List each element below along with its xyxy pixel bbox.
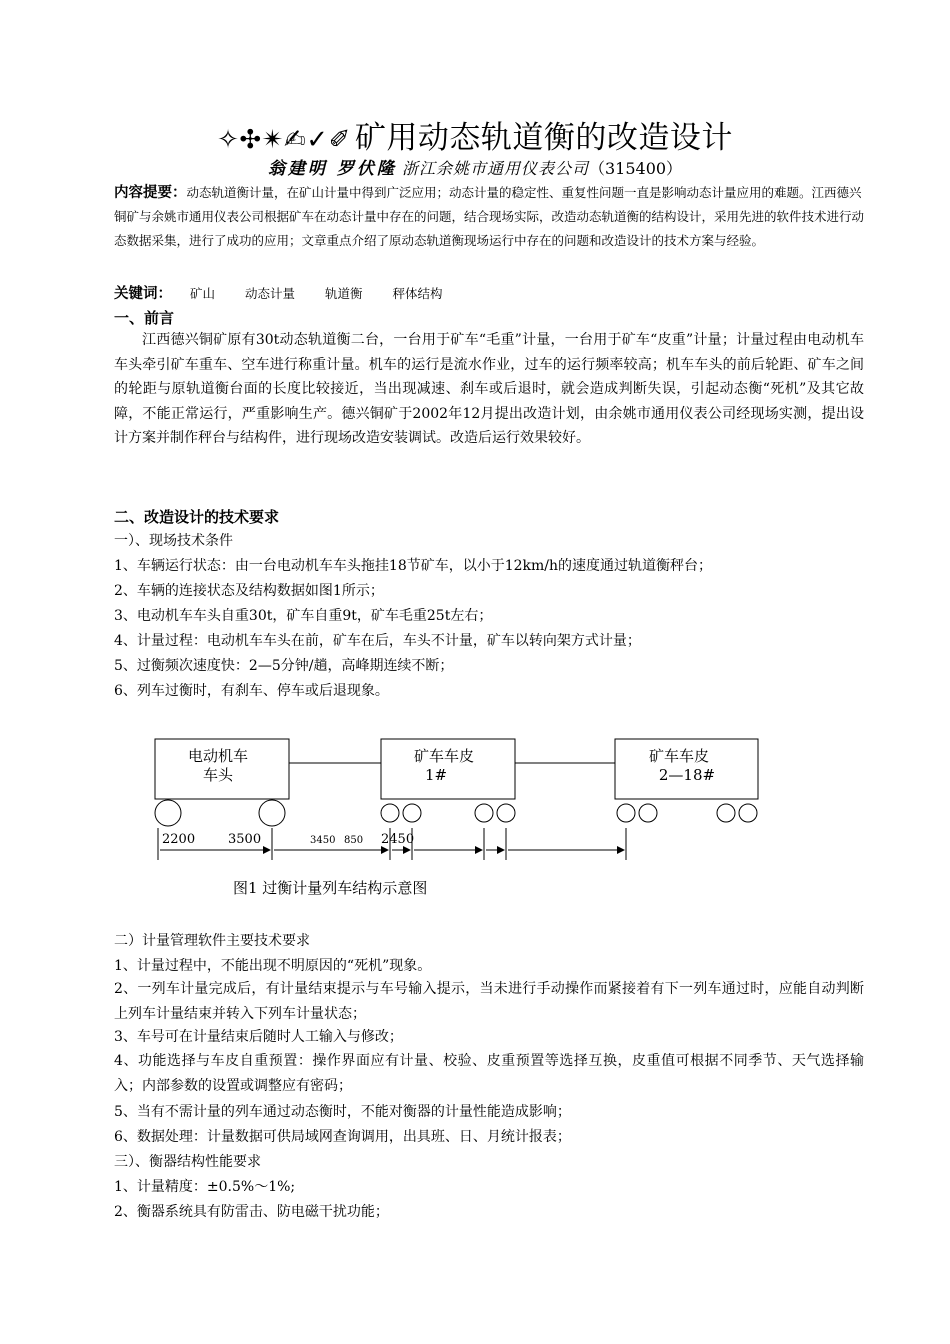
list-item: 1、计量过程中，不能出现不明原因的“死机”现象。 bbox=[114, 958, 432, 974]
list-item: 2、一列车计量完成后，有计量结束提示与车号输入提示，当未进行手动操作而紧接着有下一列车通过时，应能自动判断上列车计量结束并转入下列车计量状态； bbox=[114, 981, 864, 1022]
locomotive-label-line2: 车头 bbox=[202, 766, 234, 784]
title-text: 矿用动态轨道衡的改造设计 bbox=[354, 120, 733, 156]
dimension-label: 3500 bbox=[228, 832, 262, 847]
wheel bbox=[155, 800, 181, 826]
locomotive-label-line1: 电动机车 bbox=[187, 747, 249, 765]
wheel bbox=[381, 804, 399, 822]
author-line bbox=[0, 154, 950, 179]
keyword: 轨道衡 bbox=[324, 286, 363, 301]
train-structure-diagram bbox=[114, 728, 814, 868]
list-item: 1、车辆运行状态：由一台电动机车车头拖挂18节矿车，以小于12km/h的速度通过轨道衡秤台； bbox=[114, 558, 713, 574]
abstract-label: 内容提要： bbox=[114, 185, 187, 201]
section-heading-2: 二、改造设计的技术要求 bbox=[114, 508, 280, 526]
subsection-1-heading: 一）、现场技术条件 bbox=[114, 533, 233, 549]
wheel bbox=[639, 804, 657, 822]
list-item: 2、车辆的连接状态及结构数据如图1所示； bbox=[114, 583, 384, 599]
list-item: 4、功能选择与车皮自重预置：操作界面应有计量、校验、皮重预置等选择互换，皮重值可根据不同季节、天气选择输入；内部参数的设置或调整应有密码； bbox=[114, 1053, 864, 1094]
keywords-label: 关键词： bbox=[114, 286, 172, 302]
mine-car-2-label-line1: 矿车车皮 bbox=[648, 747, 710, 765]
section-heading-1: 一、前言 bbox=[114, 309, 175, 327]
abstract bbox=[114, 181, 864, 253]
abstract-text: 动态轨道衡计量，在矿山计量中得到广泛应用；动态计量的稳定性、重复性问题一直是影响动态计量应用的难题。江西德兴铜矿与余姚市通用仪表公司根据矿车在动态计量中存在的问题，结合现场实际，改造动态轨道衡的结构设计，采用先进的软件技术进行动态数据采集，进行了成功的应用；文章重点介绍了原动态轨道衡现场运行中存在的问题和改造设计的技术方案与经验。 bbox=[114, 185, 865, 248]
keywords bbox=[114, 282, 864, 306]
list-item: 5、当有不需计量的列车通过动态衡时，不能对衡器的计量性能造成影响； bbox=[114, 1104, 571, 1120]
wheel bbox=[617, 804, 635, 822]
author-names: 翁建明 罗伏隆 bbox=[267, 159, 397, 179]
mine-car-2-label-line2: 2—18# bbox=[658, 766, 716, 784]
dimension-label: 3450 bbox=[310, 835, 336, 846]
wheel bbox=[717, 804, 735, 822]
wheel bbox=[259, 800, 285, 826]
keyword: 动态计量 bbox=[244, 286, 295, 301]
dimension-label: 850 bbox=[344, 835, 364, 846]
mine-car-1-label-line2: 1# bbox=[424, 766, 448, 784]
figure-caption: 图1 过衡计量列车结构示意图 bbox=[233, 879, 428, 897]
list-item: 3、电动机车车头自重30t，矿车自重9t，矿车毛重25t左右； bbox=[114, 608, 493, 624]
mine-car-1-label-line1: 矿车车皮 bbox=[413, 747, 475, 765]
title-decoration-symbols: ✧✣✴✍✓✐ bbox=[217, 125, 351, 155]
keyword: 矿山 bbox=[189, 286, 215, 301]
wheel bbox=[403, 804, 421, 822]
list-item: 6、数据处理：计量数据可供局域网查询调用，出具班、日、月统计报表； bbox=[114, 1129, 571, 1145]
author-postcode: （315400） bbox=[588, 159, 683, 178]
wheel bbox=[739, 804, 757, 822]
list-item: 1、计量精度：±0.5%～1%; bbox=[114, 1179, 296, 1195]
document-title bbox=[0, 112, 950, 157]
subsection-2-heading: 二）计量管理软件主要技术要求 bbox=[114, 933, 310, 949]
dimension-label: 2200 bbox=[162, 832, 196, 847]
section-1-paragraph: 江西德兴铜矿原有30t动态轨道衡二台，一台用于矿车“毛重”计量，一台用于矿车“皮重”计量；计量过程由电动机车车头牵引矿车重车、空车进行称重计量。机车的运行是流水作业，过车的运行频率较高；机车车头的前后轮距、矿车之间的轮距与原轨道衡台面的长度比较接近，当出现减速、刹车或后退时，就会造成判断失误，引起动态衡“死机”及其它故障，不能正常运行，严重影响生产。德兴铜矿于2002年12月提出改造计划，由余姚市通用仪表公司经现场实测，提出设计方案并制作秤台与结构件，进行现场改造安装调试。改造后运行效果较好。 bbox=[114, 332, 864, 446]
list-item: 2、衡器系统具有防雷击、防电磁干扰功能； bbox=[114, 1204, 389, 1220]
wheel bbox=[475, 804, 493, 822]
list-item: 5、过衡频次速度快：2—5分钟/趟，高峰期连续不断； bbox=[114, 658, 454, 674]
dimension-label: 2450 bbox=[381, 832, 415, 847]
wheel bbox=[497, 804, 515, 822]
list-item: 4、计量过程：电动机车车头在前，矿车在后，车头不计量，矿车以转向架方式计量； bbox=[114, 633, 641, 649]
list-item: 6、列车过衡时，有刹车、停车或后退现象。 bbox=[114, 683, 389, 699]
keyword: 秤体结构 bbox=[392, 286, 443, 301]
subsection-3-heading: 三）、衡器结构性能要求 bbox=[114, 1154, 261, 1170]
list-item: 3、车号可在计量结束后随时人工输入与修改； bbox=[114, 1029, 403, 1045]
author-organization: 浙江余姚市通用仪表公司 bbox=[401, 159, 589, 178]
